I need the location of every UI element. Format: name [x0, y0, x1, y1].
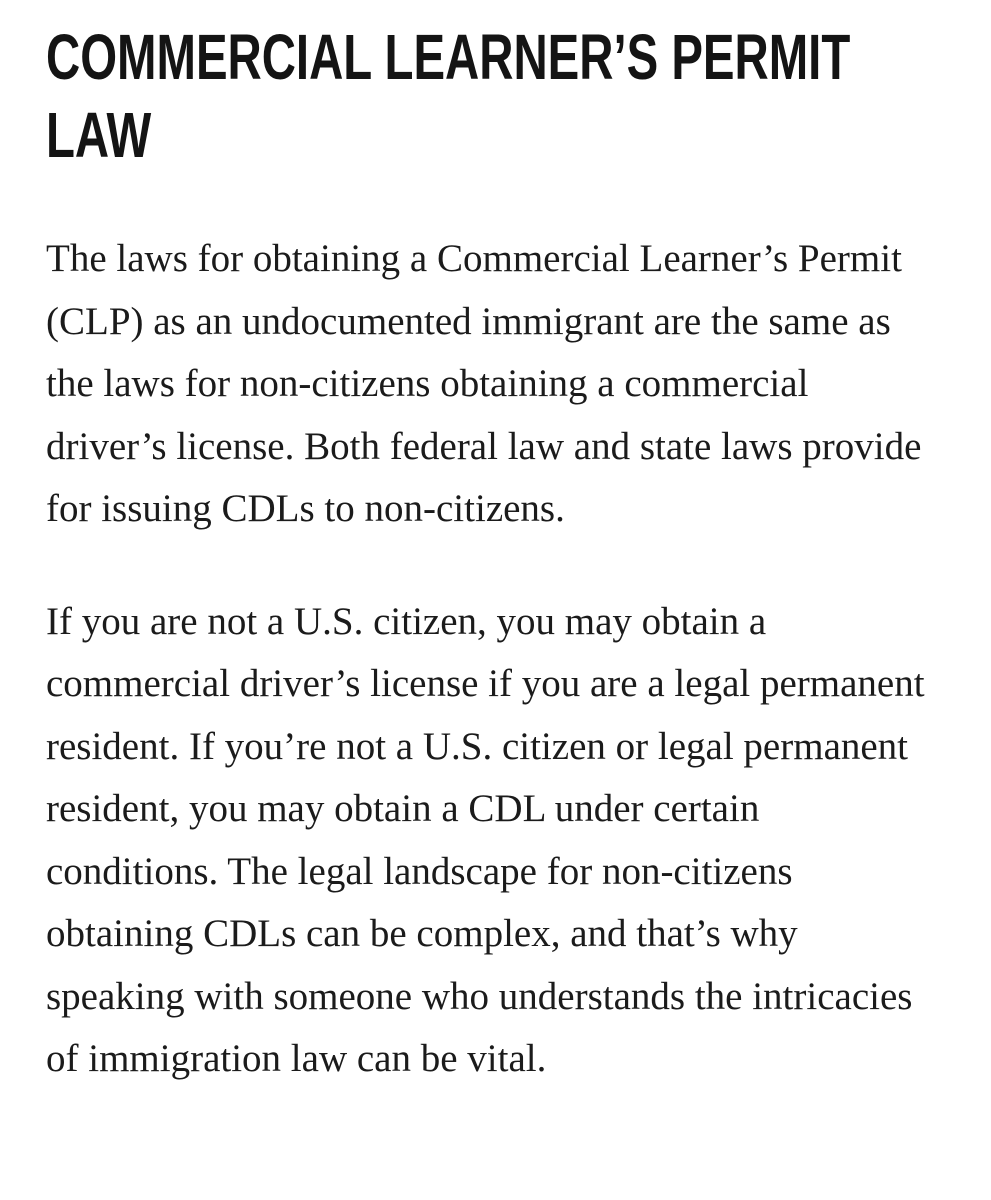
body-paragraph-2: If you are not a U.S. citizen, you may obtain a commercial driver’s license if you are a legal permanent resident. If you’re not a U.S. citizen or legal permanent resident, you may obtain a CDL under certain conditions. The legal landscape for non-citizens obtaining CDLs can be complex, and that’s why speaking with someone who understands the intricacies of immigration law can be vital.	[46, 599, 925, 1080]
page-title-line-1: COMMERCIAL LEARNER’S PERMIT	[46, 21, 851, 93]
page-title-line-2: LAW	[46, 99, 152, 171]
article	[46, 18, 956, 1091]
body-paragraph-1: The laws for obtaining a Commercial Learner’s Permit (CLP) as an undocumented immigrant are the same as the laws for non-citizens obtaining a commercial driver’s license. Both federal law and state laws provide for issuing CDLs to non-citizens.	[46, 237, 922, 530]
page-title-wrapper	[46, 18, 956, 188]
page-title	[46, 18, 919, 174]
